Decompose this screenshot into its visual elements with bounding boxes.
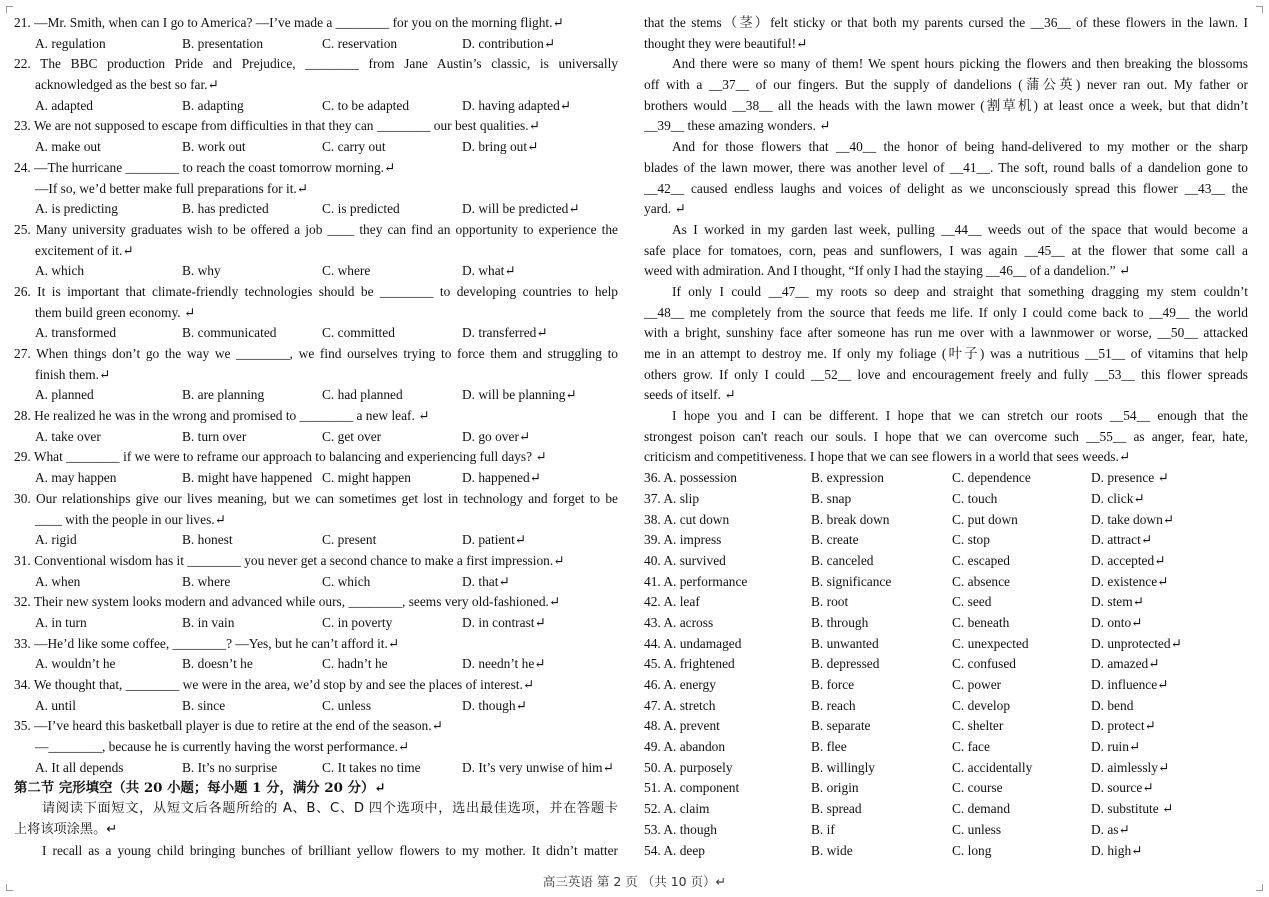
passage-line: __48__ me completely from the source that feeds me life. If only I could come back to __49__ the world xyxy=(644,304,1248,320)
option-row xyxy=(644,737,1248,758)
passage-line: seeds of itself. ↵ xyxy=(644,387,736,403)
continuation-line: acknowledged as the best so far.↵ xyxy=(35,77,219,93)
passage-line: thought they were beautiful!↵ xyxy=(644,35,808,51)
option-c: C. in poverty xyxy=(322,614,393,630)
option-a: A. wouldn’t he xyxy=(35,656,116,672)
option-row xyxy=(644,820,1248,841)
option-c: C. unless xyxy=(952,821,1002,837)
left-column xyxy=(14,13,618,861)
paragraph-line: I hope you and I can be different. I hope that we can stretch our roots __54__ enough that the xyxy=(672,408,1248,424)
option-a: A. make out xyxy=(35,139,101,155)
option-a: A. may happen xyxy=(35,470,117,486)
option-a: A. planned xyxy=(35,387,94,403)
option-row xyxy=(644,778,1248,799)
option-row xyxy=(644,468,1248,489)
option-b: B. presentation xyxy=(182,35,264,51)
option-row xyxy=(644,530,1248,551)
option-b: B. unwanted xyxy=(811,635,879,651)
option-d: D. happened↵ xyxy=(462,470,541,486)
option-c: C. committed xyxy=(322,325,395,341)
section-heading: 第二节 完形填空（共 20 小题；每小题 1 分，满分 20 分）↵ xyxy=(14,780,386,797)
option-d: D. what↵ xyxy=(462,263,516,279)
option-b: B. expression xyxy=(811,470,884,486)
option-d: D. amazed↵ xyxy=(1091,656,1160,672)
option-b: B. canceled xyxy=(811,552,874,568)
option-row xyxy=(644,758,1248,779)
option-b: B. force xyxy=(811,677,855,692)
continuation-line: ____ with the people in our lives.↵ xyxy=(35,511,226,527)
option-b: B. flee xyxy=(811,739,847,755)
option-d: D. in contrast↵ xyxy=(462,614,546,630)
option-b: B. break down xyxy=(811,511,890,527)
option-a: A. when xyxy=(35,573,81,589)
option-row xyxy=(14,696,618,717)
option-d: D. transferred↵ xyxy=(462,325,548,341)
option-b: B. significance xyxy=(811,573,892,589)
option-c: C. accidentally xyxy=(952,759,1033,775)
option-a: 42. A. leaf xyxy=(644,594,700,610)
passage-line: yard. ↵ xyxy=(644,201,686,217)
option-b: B. in vain xyxy=(182,614,235,630)
option-d: D. patient↵ xyxy=(462,532,527,548)
option-a: A. until xyxy=(35,697,76,713)
option-row xyxy=(14,199,618,220)
continuation-line: finish them.↵ xyxy=(35,366,111,382)
question-line: 34. We thought that, ________ we were in the area, we’d stop by and see the places of interest.↵ xyxy=(14,677,535,692)
option-row xyxy=(14,530,618,551)
option-d: D. source↵ xyxy=(1091,780,1154,796)
option-d: D. unprotected↵ xyxy=(1091,635,1182,651)
option-b: B. spread xyxy=(811,801,862,817)
option-b: B. communicated xyxy=(182,325,277,341)
passage-line: off with a __37__ of our fingers. But the supply of dandelions (蒲公英) never ran out. My father or xyxy=(644,77,1248,93)
option-d: D. influence↵ xyxy=(1091,677,1169,692)
option-a: 50. A. purposely xyxy=(644,759,733,775)
option-c: C. power xyxy=(952,677,1002,692)
option-row xyxy=(644,841,1248,862)
option-a: A. is predicting xyxy=(35,201,118,217)
option-d: D. bend xyxy=(1091,697,1134,713)
option-d: D. onto↵ xyxy=(1091,614,1143,630)
option-b: B. since xyxy=(182,697,226,713)
option-b: B. doesn’t he xyxy=(182,656,253,672)
paragraph-line: As I worked in my garden last week, pulling __44__ weeds out of the space that would become a xyxy=(672,221,1248,237)
option-a: 37. A. slip xyxy=(644,490,700,506)
option-d: D. will be planning↵ xyxy=(462,387,577,403)
option-b: B. root xyxy=(811,594,849,610)
option-c: C. demand xyxy=(952,801,1011,817)
option-row xyxy=(14,323,618,344)
option-c: C. dependence xyxy=(952,470,1031,486)
passage-line: blades of the lawn mower, there was another level of __41__. The soft, round balls of a dandelion gone to xyxy=(644,159,1248,175)
continuation-line: excitement of it.↵ xyxy=(35,242,134,258)
question-line: 32. Their new system looks modern and advanced while ours, ________, seems very old-fashioned.↵ xyxy=(14,594,561,610)
option-a: A. take over xyxy=(35,428,101,444)
question-line: 29. What ________ if we were to reframe our approach to balancing and experiencing full days? ↵ xyxy=(14,449,547,465)
option-c: C. unless xyxy=(322,697,372,713)
option-a: 52. A. claim xyxy=(644,801,710,817)
option-b: B. origin xyxy=(811,780,859,796)
option-b: B. turn over xyxy=(182,428,247,444)
option-c: C. get over xyxy=(322,428,382,444)
option-c: C. present xyxy=(322,532,377,548)
option-a: 51. A. component xyxy=(644,780,740,796)
option-c: C. carry out xyxy=(322,139,386,155)
option-c: C. course xyxy=(952,780,1003,796)
option-c: C. confused xyxy=(952,656,1016,672)
option-a: A. transformed xyxy=(35,325,117,341)
option-a: 43. A. across xyxy=(644,614,714,630)
option-d: D. aimlessly↵ xyxy=(1091,759,1170,775)
option-d: D. though↵ xyxy=(462,697,527,713)
question-line: 30. Our relationships give our lives meaning, but we can sometimes get lost in technology and forget to be xyxy=(14,490,618,506)
option-d: D. that↵ xyxy=(462,573,510,589)
option-b: B. depressed xyxy=(811,656,880,672)
option-row xyxy=(644,489,1248,510)
question-line: 33. —He’d like some coffee, ________? —Yes, but he can’t afford it.↵ xyxy=(14,635,400,651)
option-row xyxy=(14,654,618,675)
option-a: 49. A. abandon xyxy=(644,739,726,755)
passage-line: __39__ these amazing wonders. ↵ xyxy=(644,118,831,134)
option-row xyxy=(644,799,1248,820)
option-a: A. regulation xyxy=(35,35,106,51)
passage-line: others grow. If only I could __52__ love and encouragement freely and fully __53__ this flower spreads xyxy=(644,366,1248,382)
passage-line: criticism and competitiveness. I hope that we can see flowers in a world that sees weeds.↵ xyxy=(644,449,1131,465)
option-row xyxy=(644,551,1248,572)
option-b: B. separate xyxy=(811,718,871,734)
option-d: D. accepted↵ xyxy=(1091,552,1166,568)
right-column xyxy=(644,13,1248,861)
option-d: D. go over↵ xyxy=(462,428,531,444)
question-line: 21. —Mr. Smith, when can I go to America? —I’ve made a ________ for you on the morning flight.↵ xyxy=(14,15,564,30)
option-row xyxy=(14,758,618,779)
option-c: C. had planned xyxy=(322,387,403,403)
option-a: 46. A. energy xyxy=(644,677,716,692)
option-b: B. adapting xyxy=(182,97,244,113)
continuation-line: them build green economy. ↵ xyxy=(35,304,196,320)
option-b: B. has predicted xyxy=(182,201,269,217)
instruction-line: 请阅读下面短文，从短文后各题所给的 A、B、C、D 四个选项中，选出最佳选项，并在答题卡 xyxy=(42,801,618,817)
option-a: 38. A. cut down xyxy=(644,511,730,527)
question-line: 22. The BBC production Pride and Prejudice, ________ from Jane Austin’s classic, is universally xyxy=(14,56,618,72)
paragraph-line: I recall as a young child bringing bunches of brilliant yellow flowers to my mother. It didn’t matter xyxy=(42,842,618,858)
option-d: D. substitute ↵ xyxy=(1091,801,1174,817)
option-a: A. rigid xyxy=(35,532,77,548)
option-row xyxy=(14,468,618,489)
option-a: A. in turn xyxy=(35,614,87,630)
option-c: C. long xyxy=(952,842,992,858)
option-c: C. hadn’t he xyxy=(322,656,388,672)
option-row xyxy=(14,385,618,406)
option-b: B. It’s no surprise xyxy=(182,759,278,775)
option-c: C. touch xyxy=(952,490,998,506)
passage-line: __42__ caused endless laughs and voices of delight as we unconsciously spread this flower __43__ the xyxy=(644,180,1248,196)
option-row xyxy=(14,427,618,448)
option-c: C. seed xyxy=(952,594,992,610)
question-line: 28. He realized he was in the wrong and promised to ________ a new leaf. ↵ xyxy=(14,408,430,424)
option-row xyxy=(644,634,1248,655)
option-d: D. ruin↵ xyxy=(1091,739,1141,755)
option-d: D. having adapted↵ xyxy=(462,97,572,113)
passage-line: safe place for tomatoes, corn, peas and sunflowers, I was again __45__ at the flower that some call a xyxy=(644,242,1248,258)
option-a: 53. A. though xyxy=(644,821,717,837)
option-a: 41. A. performance xyxy=(644,573,748,589)
option-a: A. which xyxy=(35,263,85,279)
option-c: C. might happen xyxy=(322,470,411,486)
question-line: 27. When things don’t go the way we ________, we find ourselves trying to force them and struggling to xyxy=(14,346,618,361)
option-c: C. shelter xyxy=(952,718,1004,734)
option-row xyxy=(644,654,1248,675)
option-b: B. create xyxy=(811,532,859,548)
option-a: 36. A. possession xyxy=(644,470,738,486)
option-d: D. protect↵ xyxy=(1091,718,1156,734)
option-row xyxy=(14,572,618,593)
paragraph-line: And for those flowers that __40__ the honor of being hand-delivered to my mother or the sharp xyxy=(672,139,1248,155)
passage-line: brothers would __38__ all the heads with the lawn mower (割草机) at least once a week, but that didn’t xyxy=(644,97,1248,113)
continuation-line: —________, because he is currently having the worst performance.↵ xyxy=(35,739,410,755)
option-b: B. honest xyxy=(182,532,233,548)
option-a: 40. A. survived xyxy=(644,552,726,568)
option-row xyxy=(14,137,618,158)
option-d: D. bring out↵ xyxy=(462,139,539,155)
option-c: C. is predicted xyxy=(322,201,400,217)
option-b: B. work out xyxy=(182,139,246,155)
option-c: C. which xyxy=(322,573,371,589)
option-b: B. why xyxy=(182,263,221,279)
option-row xyxy=(644,675,1248,696)
continuation-line: —If so, we’d better make full preparations for it.↵ xyxy=(35,180,308,196)
question-line: 35. —I’ve heard this basketball player is due to retire at the end of the season.↵ xyxy=(14,718,443,734)
option-a: 45. A. frightened xyxy=(644,656,735,672)
option-c: C. put down xyxy=(952,511,1018,527)
option-row xyxy=(14,261,618,282)
option-d: D. will be predicted↵ xyxy=(462,201,580,217)
option-b: B. reach xyxy=(811,697,856,713)
option-row xyxy=(14,34,618,55)
option-d: D. take down↵ xyxy=(1091,511,1174,527)
question-line: 31. Conventional wisdom has it ________ you never get a second chance to make a first impression.↵ xyxy=(14,552,565,568)
option-d: D. presence ↵ xyxy=(1091,470,1169,486)
option-a: 54. A. deep xyxy=(644,842,705,858)
option-b: B. willingly xyxy=(811,759,875,775)
option-d: D. existence↵ xyxy=(1091,573,1169,589)
option-d: D. high↵ xyxy=(1091,842,1143,858)
option-a: 39. A. impress xyxy=(644,532,722,548)
passage-line: me in an attempt to destroy me. If only my foliage (叶子) was a nutritious __51__ of vitamins that help xyxy=(644,346,1248,361)
option-b: B. if xyxy=(811,821,835,837)
page-footer: 高三英语 第 2 页 （共 10 页）↵ xyxy=(542,874,727,889)
question-line: 24. —The hurricane ________ to reach the coast tomorrow morning.↵ xyxy=(14,159,396,175)
option-b: B. might have happened xyxy=(182,470,313,486)
option-c: C. reservation xyxy=(322,35,398,51)
option-c: C. unexpected xyxy=(952,635,1029,651)
option-c: C. beneath xyxy=(952,614,1010,630)
option-d: D. contribution↵ xyxy=(462,35,556,51)
option-c: C. develop xyxy=(952,697,1011,713)
option-b: B. snap xyxy=(811,490,852,506)
option-row xyxy=(644,696,1248,717)
option-b: B. are planning xyxy=(182,387,265,403)
crop-mark-top-right xyxy=(1256,6,1263,13)
crop-mark-top-left xyxy=(6,6,13,13)
passage-line: weed with admiration. And I thought, “If only I had the staying __46__ of a dandelion.” ↵ xyxy=(644,263,1131,279)
option-a: 44. A. undamaged xyxy=(644,635,742,651)
passage-line: that the stems（茎）felt sticky or that both my parents cursed the __36__ of these flowers in the lawn. I xyxy=(644,15,1248,30)
option-d: D. as↵ xyxy=(1091,821,1130,837)
passage-line: strongest poison can't reach our souls. I hope that we can overcome such __55__ as anger, fear, hate, xyxy=(644,428,1248,444)
option-c: C. face xyxy=(952,739,990,755)
option-c: C. stop xyxy=(952,532,990,548)
option-row xyxy=(14,96,618,117)
option-c: C. It takes no time xyxy=(322,759,421,775)
question-line: 25. Many university graduates wish to be offered a job ____ they can find an opportunity to experience the xyxy=(14,221,618,237)
option-d: D. click↵ xyxy=(1091,490,1145,506)
option-row xyxy=(644,592,1248,613)
option-a: A. It all depends xyxy=(35,759,124,775)
passage-line: with a bright, sunshiny face after someone has run me over with a lawnmower or worse, __50__ attacked xyxy=(644,325,1248,341)
option-c: C. absence xyxy=(952,573,1011,589)
option-c: C. to be adapted xyxy=(322,97,410,113)
option-a: 48. A. prevent xyxy=(644,718,720,734)
option-c: C. escaped xyxy=(952,552,1011,568)
option-row xyxy=(644,510,1248,531)
paragraph-line: And there were so many of them! We spent hours picking the flowers and then breaking the blossoms xyxy=(672,56,1248,72)
paragraph-line: If only I could __47__ my roots so deep and straight that something dragging my stem couldn’t xyxy=(672,283,1248,299)
option-a: A. adapted xyxy=(35,97,94,113)
option-b: B. where xyxy=(182,573,231,589)
question-line: 23. We are not supposed to escape from difficulties in that they can ________ our best qualities.↵ xyxy=(14,118,540,134)
option-b: B. through xyxy=(811,614,869,630)
option-d: D. It’s very unwise of him↵ xyxy=(462,759,614,775)
option-row xyxy=(14,613,618,634)
option-c: C. where xyxy=(322,263,371,279)
option-row xyxy=(644,572,1248,593)
option-d: D. stem↵ xyxy=(1091,594,1144,610)
option-row xyxy=(644,613,1248,634)
option-a: 47. A. stretch xyxy=(644,697,716,713)
option-row xyxy=(644,716,1248,737)
option-d: D. attract↵ xyxy=(1091,532,1153,548)
question-line: 26. It is important that climate-friendly technologies should be ________ to developing countries to help xyxy=(14,283,618,299)
option-d: D. needn’t he↵ xyxy=(462,656,546,672)
instruction-line: 上将该项涂黑。↵ xyxy=(14,821,118,837)
option-b: B. wide xyxy=(811,842,853,858)
